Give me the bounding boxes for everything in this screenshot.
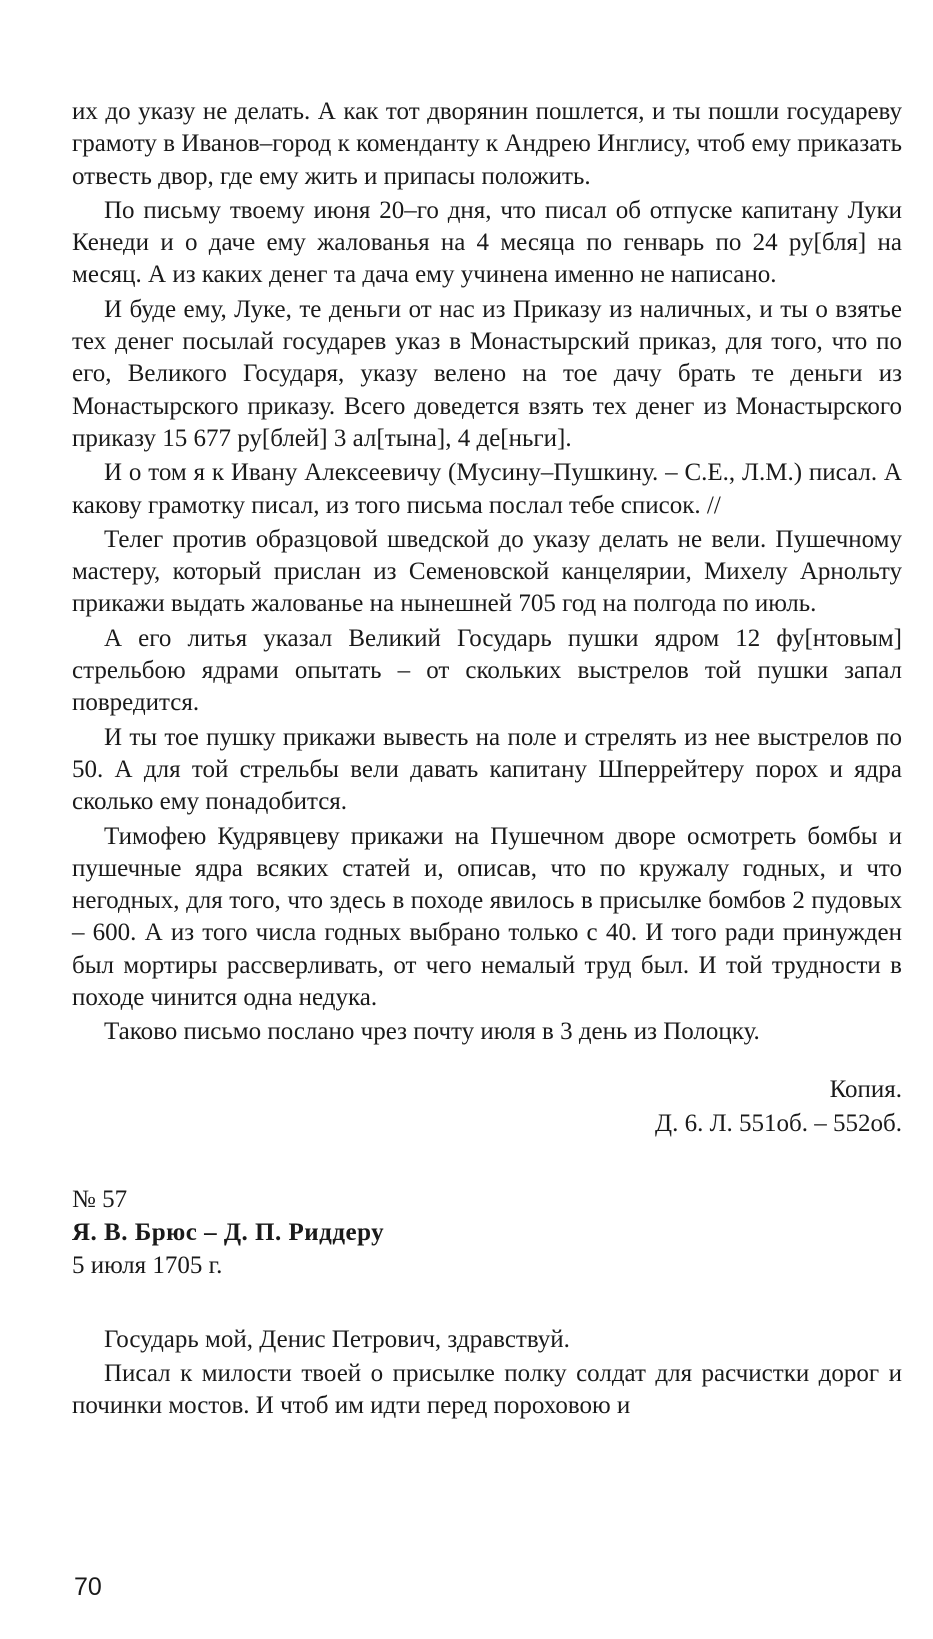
letter-body	[72, 1324, 902, 1423]
source-reference: Д. 6. Л. 551об. – 552об.	[655, 1109, 902, 1137]
document-heading	[72, 1183, 902, 1282]
paragraph: И ты тое пушку прикажи вывесть на поле и стрелять из нее выстрелов по 50. А для той стрельбы вели давать капитану Шперрейтеру порох и ядра сколько ему понадобится.	[72, 723, 902, 816]
paragraph: Тимофею Кудрявцеву прикажи на Пушечном дворе осмотреть бомбы и пушечные ядра всяких статей и, описав, что по кружалу годных, и что негодных, для того, что здесь в походе явилось в присылке бомбов 2 пудовых – 600. А из того числа годных выбрано только с 40. И того ради принужден был мортиры рассверливать, от чего немалый труд был. И той трудности в походе чинится одна недука.	[72, 822, 902, 1012]
paragraph: По письму твоему июня 20–го дня, что писал об отпуске капитану Луки Кенеди и о даче ему жалованья на 4 месяца по генварь по 24 ру[бля] на месяц. А из каких денег та дача ему учинена именно не написано.	[72, 196, 902, 289]
document-number: № 57	[72, 1185, 128, 1213]
paragraph: Таково письмо послано чрез почту июля в 3 день из Полоцку.	[104, 1018, 760, 1046]
paragraph: Писал к милости твоей о присылке полку солдат для расчистки дорог и починки мостов. И чтоб им идти перед пороховою и	[72, 1359, 902, 1420]
paragraph: А его литья указал Великий Государь пушки ядром 12 фу[нтовым] стрельбою ядрами опытать – от скольких выстрелов той пушки запал повредится.	[72, 624, 902, 717]
source-label: Копия.	[829, 1075, 902, 1103]
archive-source	[72, 1073, 902, 1141]
paragraph: Телег против образцовой шведской до указу делать не вели. Пушечному мастеру, который прислан из Семеновской канцелярии, Михелу Арнольту прикажи выдать жалованье на нынешней 705 год на полгода по июль.	[72, 525, 902, 618]
letter-greeting: Государь мой, Денис Петрович, здравствуй.	[104, 1325, 570, 1353]
page-number: 70	[74, 1573, 102, 1601]
paragraph: И о том я к Ивану Алексеевичу (Мусину–Пушкину. – С.Е., Л.М.) писал. А какову грамотку писал, из того письма послал тебе список. //	[72, 459, 902, 519]
document-title: Я. В. Брюс – Д. П. Риддеру	[72, 1218, 385, 1246]
paragraph: их до указу не делать. А как тот дворянин пошлется, и ты пошли государеву грамоту в Иванов–город к коменданту к Андрею Инглису, чтоб ему приказать отвесть двор, где ему жить и припасы положить.	[72, 98, 902, 190]
document-date: 5 июля 1705 г.	[72, 1251, 223, 1279]
paragraph: И буде ему, Луке, те деньги от нас из Приказу из наличных, и ты о взятье тех денег посылай государев указ в Монастырский приказ, для того, что по его, Великого Государя, указу велено на тое дачу брать те деньги из Монастырского приказу. Всего доведется взять тех денег из Монастырского приказу 15 677 ру[блей] 3 ал[тына], 4 де[ньги].	[72, 295, 902, 452]
document-page	[72, 96, 902, 1425]
